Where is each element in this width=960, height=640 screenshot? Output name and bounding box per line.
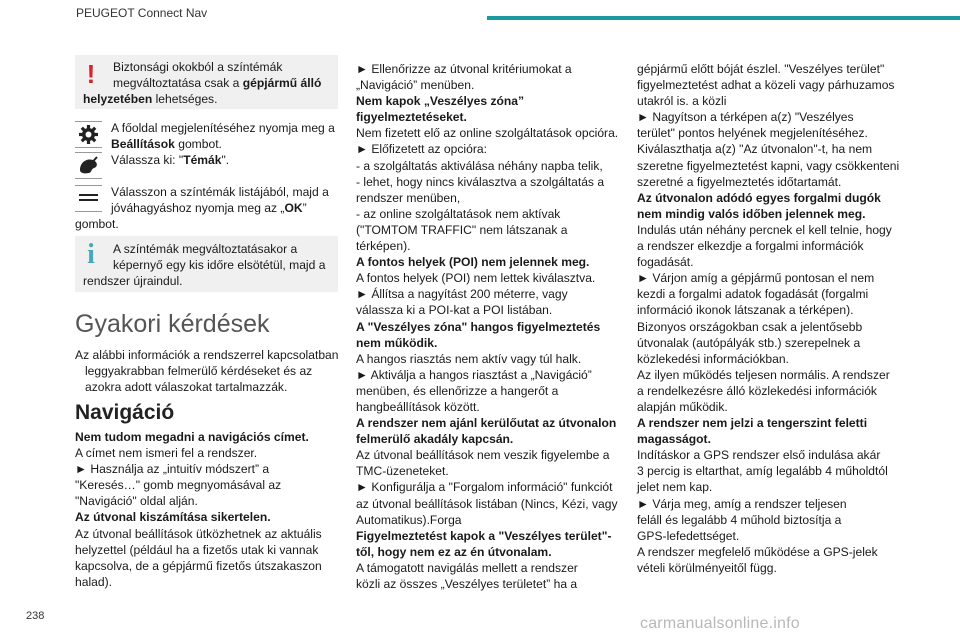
question-line: A rendszer nem jelzi a tengerszint feletti [637, 416, 868, 431]
answer-line: "Keresés…" gomb megnyomásával az [75, 478, 282, 493]
question-line: nem működik. [356, 335, 438, 350]
answer-line: ► Használja az „intuitív módszert” a [75, 462, 270, 477]
answer-line: ► Aktiválja a hangos riasztást a „Navigáció” [356, 367, 592, 382]
warning-exclamation-icon: ! [86, 59, 96, 89]
answer-line: térképen). [356, 239, 411, 254]
navigation-heading: Navigáció [75, 401, 175, 424]
answer-line: halad). [75, 574, 112, 589]
answer-line: gépjármű előtt bóját észlel. "Veszélyes terület" [637, 62, 885, 76]
question-line: A "Veszélyes zóna" hangos figyelmeztetés [356, 319, 601, 334]
info-line: A színtémák megváltoztatásakor a [113, 242, 298, 256]
answer-line: hangbeállítások között. [356, 399, 480, 414]
answer-line: „Navigáció” menüben. [356, 78, 475, 93]
answer-line: ► Konfigurálja a "Forgalom információ" funkciót [356, 480, 613, 495]
answer-line: helyzettel (például ha a fizetős utak ki vannak [75, 542, 319, 557]
answer-line: A támogatott navigálás mellett a rendszer [356, 560, 578, 575]
answer-line: Az ilyen működés teljesen normális. A rendszer [637, 367, 890, 382]
question-line: figyelmeztetéseket. [356, 110, 467, 125]
navigation-column-1 [75, 429, 340, 590]
answer-line: figyelmeztetést adhat a közeli vagy párhuzamos [637, 78, 895, 93]
header-accent-bar [487, 16, 960, 20]
step-themes-text: Válassza ki: "Témák". [111, 153, 230, 167]
info-line: képernyő egy kis időre elsötétül, majd a [113, 258, 326, 272]
faq-heading: Gyakori kérdések [75, 310, 270, 338]
info-line: rendszer újraindul. [83, 274, 183, 288]
answer-line: szeretne figyelmeztetést kapni, vagy csökkenteni [637, 158, 900, 173]
answer-line: kezdi a forgalmi adatok fogadását (forgalmi [637, 287, 869, 302]
answer-line: a rendszer elkezdje a forgalmi információk [637, 239, 864, 254]
answer-line: Nem fizetett elő az online szolgáltatások opcióra. [356, 126, 619, 141]
faq-intro: Az alábbi információk a rendszerrel kapcsolatban leggyakrabban felmerülő kérdéseket és az azokra adott válaszokat tartalmazzák. [75, 348, 339, 395]
answer-line: - az online szolgáltatások nem aktívak [356, 206, 561, 221]
answer-line: kapcsolva, de a gépjármű fizetős útszakaszon [75, 558, 322, 573]
answer-line: TMC-üzeneteket. [356, 464, 449, 479]
answer-line: ► Állítsa a nagyítást 200 méterre, vagy [356, 287, 568, 302]
answer-line: feláll és legalább 4 műhold biztosítja a [637, 512, 842, 527]
answer-line: A rendszer megfelelő működése a GPS-jelek [637, 544, 878, 559]
answer-line: Az útvonal beállítások nem veszik figyelembe a [356, 448, 610, 463]
answer-line: Kiválaszthatja a(z) "Az útvonalon"-t, ha nem [637, 142, 873, 157]
answer-line: - lehet, hogy nincs kiválasztva a szolgáltatás a [356, 174, 605, 189]
question-line: Az útvonalon adódó egyes forgalmi dugók [637, 190, 881, 205]
question-line: magasságot. [637, 432, 711, 447]
question-line: Figyelmeztetést kapok a "Veszélyes terület"- [356, 528, 612, 543]
answer-line: közli az összes „Veszélyes területet” ha a [356, 577, 578, 591]
answer-line: ► Előfizetett az opcióra: [356, 142, 487, 157]
answer-line: 3 percig is eltarthat, amíg legalább 4 műholdtól [637, 464, 888, 479]
answer-line: szeretné a figyelmeztetés időtartamát. [637, 174, 842, 189]
warning-line: helyzetében lehetséges. [83, 92, 218, 106]
step-select-text-end: gombot. [75, 217, 119, 231]
answer-line: ► Nagyítson a térképen a(z) "Veszélyes [637, 110, 854, 125]
navigation-column-2 [356, 61, 621, 592]
question-line: Nem tudom megadni a navigációs címet. [75, 430, 309, 444]
navigation-column-3 [637, 61, 902, 576]
answer-line: ► Ellenőrizze az útvonal kritériumokat a [356, 62, 572, 76]
answer-line: utakról is. a közli [637, 94, 727, 109]
answer-line: alapján működik. [637, 399, 728, 414]
paint-palette-icon [75, 152, 102, 179]
answer-line: a rendelkezésre álló közlekedési információk [637, 383, 877, 398]
question-line: Nem kapok „Veszélyes zóna” [356, 94, 525, 109]
warning-line: Biztonsági okokból a színtémák [113, 60, 283, 74]
answer-line: információ ikonok látszanak a térképen). [637, 303, 854, 318]
step-gear-text: A főoldal megjelenítéséhez nyomja meg a Beállítások gombot. [111, 121, 335, 152]
answer-line: terület" pontos helyének megjelenítéséhez. [637, 126, 868, 141]
answer-line: - a szolgáltatás aktiválása néhány napba telik, [356, 158, 603, 173]
info-icon: i [87, 239, 95, 270]
answer-line: ("TOMTOM TRAFFIC" nem látszanak a [356, 222, 568, 237]
gear-icon [75, 121, 102, 148]
running-header: PEUGEOT Connect Nav [76, 6, 208, 20]
answer-line: GPS-lefedettséget. [637, 528, 740, 543]
step-select-text: Válasszon a színtémák listájából, majd a jóváhagyáshoz nyomja meg az „OK” [111, 185, 329, 216]
answer-line: fogadását. [637, 255, 694, 270]
answer-line: az útvonal beállítások listában (Nincs, Kézi, vagy [356, 496, 618, 511]
answer-line: Az útvonal beállítások ütközhetnek az aktuális [75, 526, 322, 541]
warning-line: megváltoztatása csak a gépjármű álló [113, 76, 322, 90]
answer-line: rendszer menüben, [356, 190, 461, 205]
answer-line: A fontos helyek (POI) nem lettek kiválasztva. [356, 271, 596, 286]
page-number: 238 [26, 610, 45, 622]
answer-line: válassza ki a POI-kat a POI listában. [356, 303, 553, 318]
question-line: felmerülő akadály kapcsán. [356, 432, 514, 447]
question-line: nem mindig valós időben jelennek meg. [637, 206, 866, 221]
watermark: carmanualsonline.info [640, 615, 800, 632]
answer-line: A hangos riasztás nem aktív vagy túl halk. [356, 351, 582, 366]
list-menu-icon [75, 185, 102, 212]
answer-line: Bizonyos országokban csak a jelentősebb [637, 319, 863, 334]
answer-line: "Navigáció" oldal alján. [75, 494, 198, 509]
answer-line: A címet nem ismeri fel a rendszer. [75, 446, 258, 461]
question-line: től, hogy nem ez az én útvonalam. [356, 544, 552, 559]
answer-line: Indulás után néhány percnek el kell telnie, hogy [637, 222, 892, 237]
info-note [75, 236, 338, 292]
answer-line: jelet nem kap. [637, 480, 713, 495]
answer-line: menüben, és ellenőrizze a hangerőt a [356, 383, 559, 398]
answer-line: Automatikus).Forga [356, 512, 462, 527]
answer-line: vételi körülményeitől függ. [637, 560, 777, 575]
answer-line: ► Várja meg, amíg a rendszer teljesen [637, 496, 847, 511]
question-line: A fontos helyek (POI) nem jelennek meg. [356, 255, 590, 270]
question-line: Az útvonal kiszámítása sikertelen. [75, 510, 271, 525]
warning-note [75, 55, 338, 109]
question-line: A rendszer nem ajánl kerülőutat az útvonalon [356, 416, 617, 431]
answer-line: útvonalak (autópályák stb.) szerepelnek a [637, 335, 861, 350]
answer-line: ► Várjon amíg a gépjármű pontosan el nem [637, 271, 875, 286]
answer-line: közlekedési információkban. [637, 351, 789, 366]
answer-line: Indításkor a GPS rendszer első indulása akár [637, 448, 881, 463]
